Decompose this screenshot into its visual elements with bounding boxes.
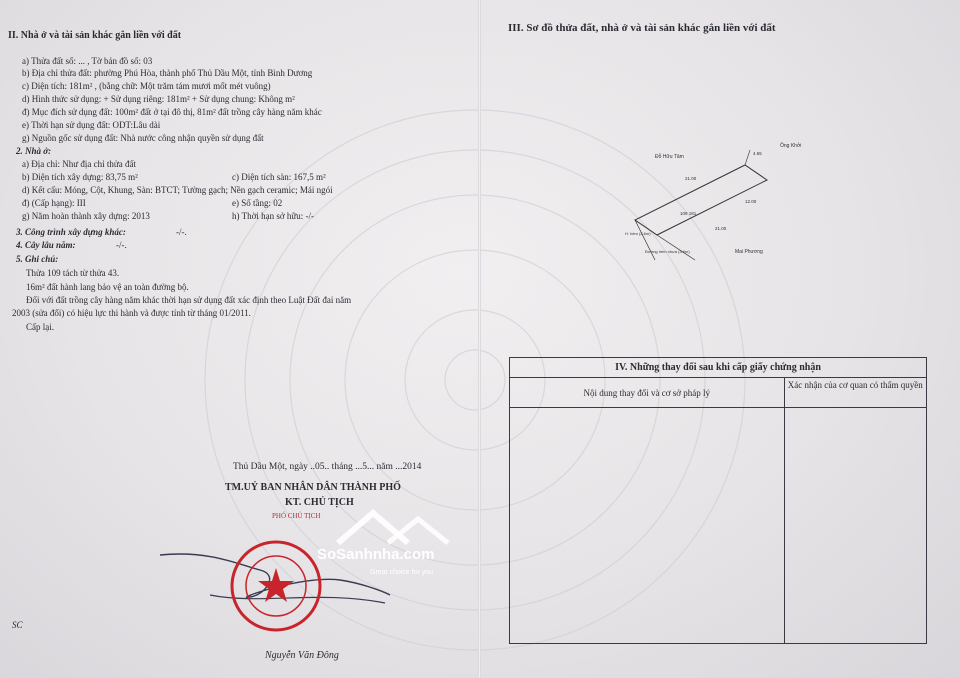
neighbor-label: Mai Phương	[735, 249, 763, 255]
note-line: Thửa 109 tách từ thửa 43.	[26, 268, 120, 278]
column-header-confirmation: Xác nhận của cơ quan có thẩm quyền	[784, 378, 926, 408]
land-duration: e) Thời hạn sử dụng đất: ODT:Lâu dài	[22, 120, 161, 130]
house-heading: 2. Nhà ở:	[16, 146, 52, 156]
other-works-heading: 3. Công trình xây dựng khác:	[16, 227, 126, 237]
sign-place-date: Thủ Dầu Một, ngày ..05.. tháng ...5... năm ...2014	[233, 462, 422, 472]
land-purpose: đ) Mục đích sử dụng đất: 100m² đất ở tại đô thị, 81m² đất trồng cây hàng năm khác	[22, 107, 322, 117]
house-floors: e) Số tầng: 02	[232, 198, 283, 208]
dimension-label: 12.00	[745, 199, 757, 204]
parcel-line: a) Thửa đất số: ... , Tờ bản đồ số: 03	[22, 56, 153, 66]
lane-label: H. hẻm (2.6m)	[625, 231, 651, 236]
house-ownership-term: h) Thời hạn sở hữu: -/-	[232, 211, 314, 221]
road-label: Đường hẻm nhựa (3.6m)	[645, 249, 690, 254]
house-year: g) Năm hoàn thành xây dựng: 2013	[22, 211, 150, 221]
perennial-heading: 4. Cây lâu năm:	[16, 240, 76, 250]
house-floor-area: c) Diện tích sàn: 167,5 m²	[232, 172, 326, 182]
parcel-diagram	[595, 135, 815, 265]
neighbor-label: Ông Khởi	[780, 143, 802, 149]
house-build-area: b) Diện tích xây dựng: 83,75 m²	[22, 172, 138, 182]
changes-table	[509, 357, 927, 644]
sign-role-stamp: PHÓ CHỦ TỊCH	[272, 512, 321, 520]
page-fold	[478, 0, 481, 678]
section-3-title: III. Sơ đồ thửa đất, nhà ở và tài sản khác gắn liền với đất	[508, 22, 776, 34]
house-address: a) Địa chỉ: Như địa chỉ thửa đất	[22, 159, 136, 169]
parcel-number: 109 181	[680, 211, 697, 216]
sign-role: KT. CHỦ TỊCH	[285, 497, 354, 508]
dimension-label: 21.00	[685, 176, 697, 181]
changes-confirmation-cell	[784, 408, 926, 644]
note-line: Cấp lại.	[26, 322, 54, 332]
note-line: Đối với đất trồng cây hàng năm khác thời hạn sử dụng đất xác định theo Luật Đất đai năm	[26, 295, 352, 305]
section-2-header: II. Nhà ở và tài sản khác gắn liền với đất	[8, 30, 182, 41]
sosanhnha-watermark	[305, 505, 455, 585]
column-header-content: Nội dung thay đổi và cơ sở pháp lý	[510, 378, 785, 408]
land-origin: g) Nguồn gốc sử dụng đất: Nhà nước công nhận quyền sử dụng đất	[22, 133, 264, 143]
house-grade: đ) (Cấp hạng): III	[22, 198, 86, 208]
watermark-brand: SoSanhnha.com	[317, 546, 435, 563]
signer-name: Nguyễn Văn Đông	[265, 650, 339, 661]
other-works-value: -/-.	[176, 227, 187, 237]
notes-heading: 5. Ghi chú:	[16, 254, 59, 264]
land-use-form: d) Hình thức sử dụng: + Sử dụng riêng: 181m² + Sử dụng chung: Không m²	[22, 94, 295, 104]
neighbor-label: Đỗ Hữu Tâm	[655, 154, 684, 160]
house-structure: d) Kết cấu: Móng, Cột, Khung, Sàn: BTCT; Tường gạch; Nền gạch ceramic; Mái ngói	[22, 185, 333, 195]
sign-organization: TM.UỶ BAN NHÂN DÂN THÀNH PHỐ	[225, 482, 401, 493]
dimension-label: 21.00	[715, 226, 727, 231]
section-4-title: IV. Những thay đổi sau khi cấp giấy chứng nhận	[510, 358, 927, 378]
watermark-tagline: Great choice for you	[370, 569, 434, 576]
land-area: c) Diện tích: 181m² , (bằng chữ: Một trăm tám mươi mốt mét vuông)	[22, 81, 271, 91]
serial-mark: SC	[12, 620, 23, 630]
note-line: 2003 (sửa đổi) có hiệu lực thi hành và được tính từ tháng 01/2011.	[12, 308, 251, 318]
note-line: 16m² đất hành lang bảo vệ an toàn đường bộ.	[26, 282, 189, 292]
perennial-value: -/-.	[116, 240, 127, 250]
land-address: b) Địa chỉ thửa đất: phường Phú Hòa, thành phố Thủ Dầu Một, tỉnh Bình Dương	[22, 68, 313, 78]
dimension-label: 4.65	[753, 151, 762, 156]
changes-content-cell	[510, 408, 785, 644]
house-roof-icon	[333, 505, 453, 547]
